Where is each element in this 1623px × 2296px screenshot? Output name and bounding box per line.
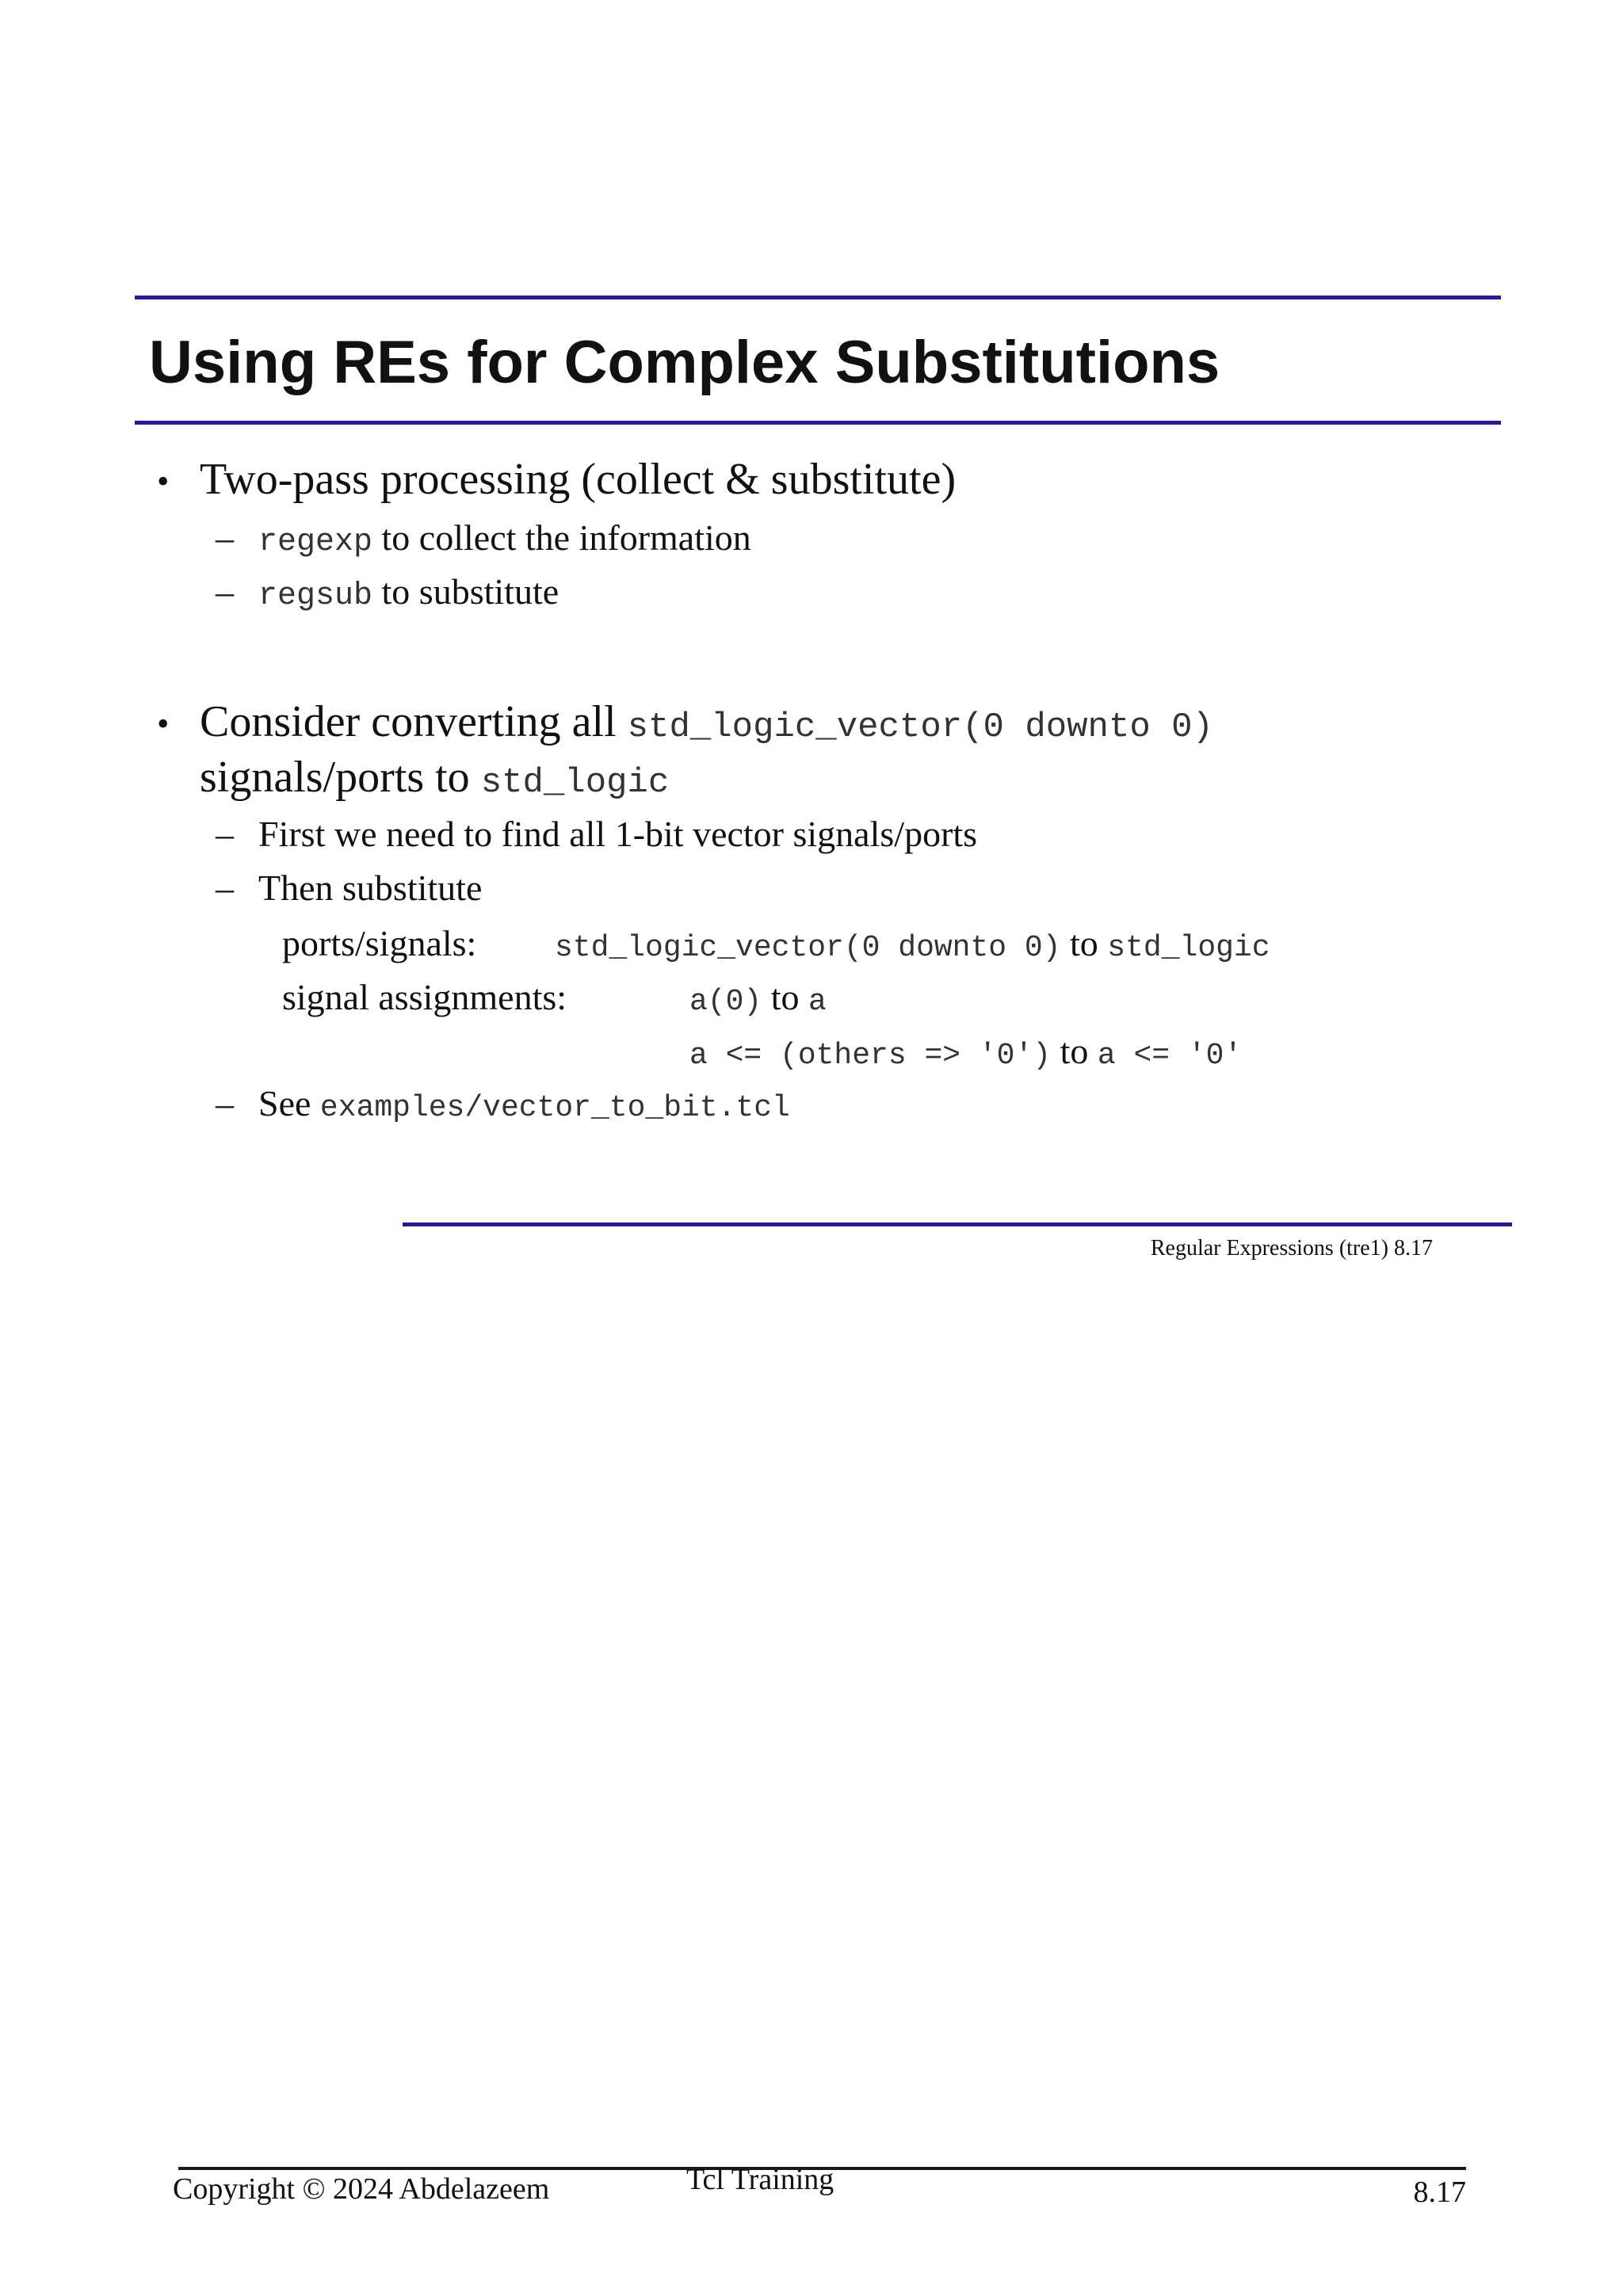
ports-substitution: std_logic_vector(0 downto 0) to std_logic bbox=[555, 923, 1270, 965]
bullet1-text: Two-pass processing (collect & substitute) bbox=[200, 455, 957, 504]
course-name: Tcl Training bbox=[686, 2163, 834, 2196]
title-rule-bottom bbox=[135, 421, 1501, 425]
slide-footer-label: Regular Expressions (tre1) 8.17 bbox=[1150, 1236, 1433, 1261]
bullet2-line1: Consider converting all std_logic_vector(0 downto 0) bbox=[200, 697, 1213, 747]
bullet2-line2: signals/ports to std_logic bbox=[200, 753, 670, 803]
bullet-dot: • bbox=[157, 462, 170, 501]
regsub-code: regsub bbox=[258, 578, 373, 614]
std-logic-code: std_logic bbox=[480, 763, 670, 803]
sub-dash: – bbox=[216, 517, 234, 558]
bullet2-sub1: First we need to find all 1-bit vector signals/ports bbox=[258, 814, 978, 854]
title-rule-top bbox=[135, 296, 1501, 299]
slide-bottom-rule bbox=[403, 1222, 1512, 1226]
page-number: 8.17 bbox=[1413, 2176, 1466, 2209]
bullet1-sub2: regsub to substitute bbox=[258, 571, 559, 614]
copyright-text: Copyright © 2024 Abdelazeem bbox=[173, 2172, 550, 2206]
sub-dash: – bbox=[216, 814, 234, 854]
bullet-dot: • bbox=[157, 704, 170, 743]
bullet1-sub1: regexp to collect the information bbox=[258, 517, 751, 560]
example-file-path: examples/vector_to_bit.tcl bbox=[319, 1091, 790, 1125]
vector-code: std_logic_vector(0 downto 0) bbox=[627, 707, 1213, 747]
sub-dash: – bbox=[216, 1083, 234, 1123]
assign-substitution-2: a <= (others => '0') to a <= '0' bbox=[689, 1031, 1243, 1073]
regexp-code: regexp bbox=[258, 524, 373, 560]
slide-title: Using REs for Complex Substitutions bbox=[149, 329, 1220, 396]
sub-dash: – bbox=[216, 571, 234, 612]
bullet2-sub2: Then substitute bbox=[258, 868, 483, 908]
assign-substitution-1: a(0) to a bbox=[689, 977, 827, 1019]
sub-dash: – bbox=[216, 868, 234, 908]
ports-label: ports/signals: bbox=[282, 923, 477, 963]
assign-label: signal assignments: bbox=[282, 977, 567, 1017]
bullet2-see: See examples/vector_to_bit.tcl bbox=[258, 1083, 790, 1125]
